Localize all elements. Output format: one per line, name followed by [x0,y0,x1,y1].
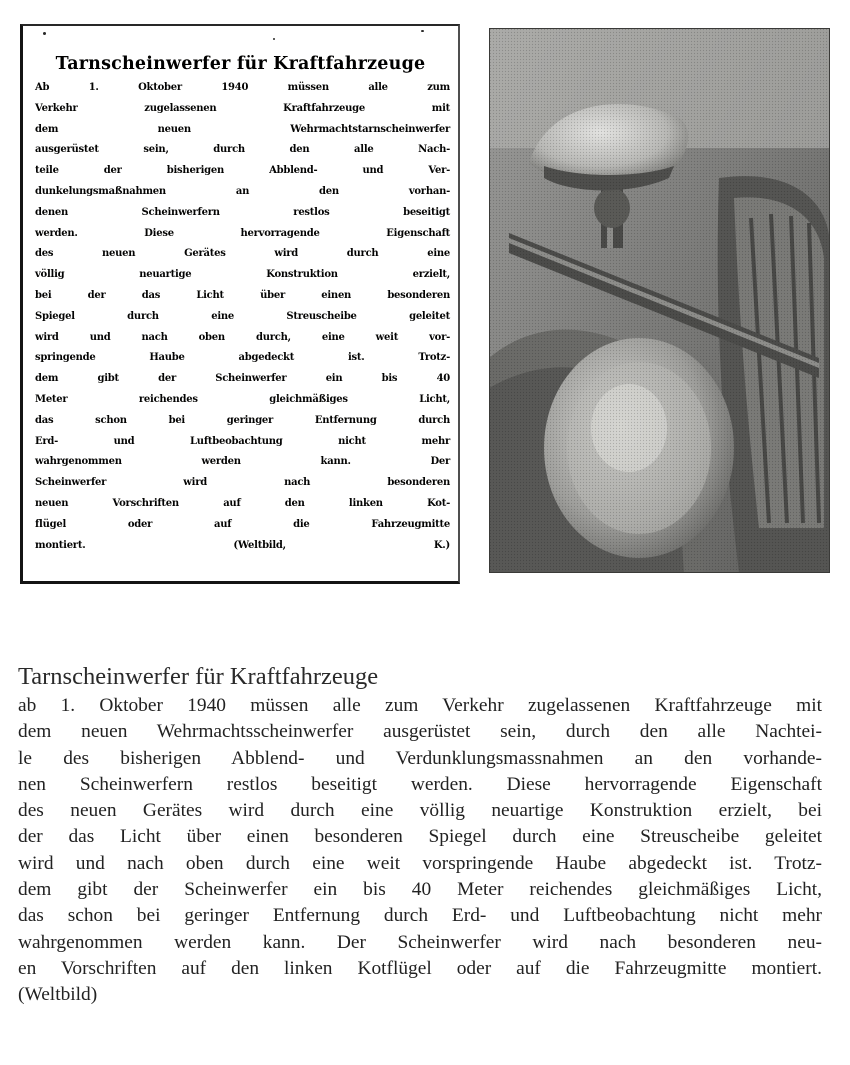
transcription-line: le des bisherigen Abblend- und Verdunklungsmassnahmen an den vorhande- [18,747,822,769]
print-speck [421,30,424,32]
clipping-line: Ab 1. Oktober 1940 müssen alle zum [35,82,450,93]
transcription-line: en Vorschriften auf den linken Kotflügel oder auf die Fahrzeugmitte montiert. [18,957,822,979]
clipping-line: denen Scheinwerfern restlos beseitigt [35,206,450,218]
transcription-title: Tarnscheinwerfer für Kraftfahrzeuge [18,663,379,690]
print-speck [273,38,275,40]
clipping-line: Spiegel durch eine Streuscheibe geleitet [35,310,450,322]
clipping-line: Verkehr zugelassenen Kraftfahrzeuge mit [35,102,450,114]
transcription-line: der das Licht über einen besonderen Spiegel durch eine Streuscheibe geleitet [18,826,822,848]
clipping-line: das schon bei geringer Entfernung durch [35,414,450,426]
clipping-line: Scheinwerfer wird nach besonderen [35,477,450,489]
clipping-line: bei der das Licht über einen besonderen [35,289,450,301]
clipping-line: werden. Diese hervorragende Eigenschaft [35,227,450,239]
transcription-body [18,693,822,1009]
transcription [18,662,822,1009]
transcription-line: das schon bei geringer Entfernung durch Erd- und Luftbeobachtung nicht mehr [18,905,822,927]
transcription-line: wahrgenommen werden kann. Der Scheinwerfer wird nach besonderen neu- [18,931,822,953]
transcription-line: dem neuen Wehrmachtsscheinwerfer ausgerüstet sein, durch den alle Nachtei- [18,721,822,743]
clipping-line: wahrgenommen werden kann. Der [35,456,450,468]
clipping-line: teile der bisherigen Abblend- und Ver- [35,165,450,177]
headlight-photo-drawing [489,28,830,573]
clipping-line: völlig neuartige Konstruktion erzielt, [35,269,450,281]
transcription-line: (Weltbild) [18,984,98,1006]
clipping-line: neuen Vorschriften auf den linken Kot- [35,497,450,509]
clipping-line: dem neuen Wehrmachtstarnscheinwerfer [35,123,450,135]
clipping-line: ausgerüstet sein, durch den alle Nach- [35,144,450,156]
transcription-line: des neuen Gerätes wird durch eine völlig neuartige Konstruktion erzielt, bei [18,800,822,822]
clipping-line: flügel oder auf die Fahrzeugmitte [35,518,450,530]
clipping-line: Meter reichendes gleichmäßiges Licht, [35,393,450,405]
transcription-line: ab 1. Oktober 1940 müssen alle zum Verkehr zugelassenen Kraftfahrzeuge mit [18,695,822,716]
clipping-headline: Tarnscheinwerfer für Kraftfahrzeuge [55,54,426,74]
headlight-photo [489,28,830,573]
newspaper-clipping [20,24,460,584]
clipping-line: Erd- und Luftbeobachtung nicht mehr [35,435,450,447]
clipping-line: springende Haube abgedeckt ist. Trotz- [35,352,450,364]
transcription-line: nen Scheinwerfern restlos beseitigt werden. Diese hervorragende Eigenschaft [18,773,822,795]
clipping-line: dunkelungsmaßnahmen an den vorhan- [35,185,450,197]
print-speck [43,32,46,35]
transcription-line: wird und nach oben durch eine weit vorspringende Haube abgedeckt ist. Trotz- [18,852,822,874]
clipping-line: des neuen Gerätes wird durch eine [35,248,450,260]
clipping-line: dem gibt der Scheinwerfer ein bis 40 [35,373,450,385]
clipping-body [35,78,450,556]
transcription-line: dem gibt der Scheinwerfer ein bis 40 Meter reichendes gleichmäßiges Licht, [18,879,822,901]
clipping-line: montiert. (Weltbild, K.) [35,539,450,551]
clipping-line: wird und nach oben durch, eine weit vor- [35,331,450,343]
